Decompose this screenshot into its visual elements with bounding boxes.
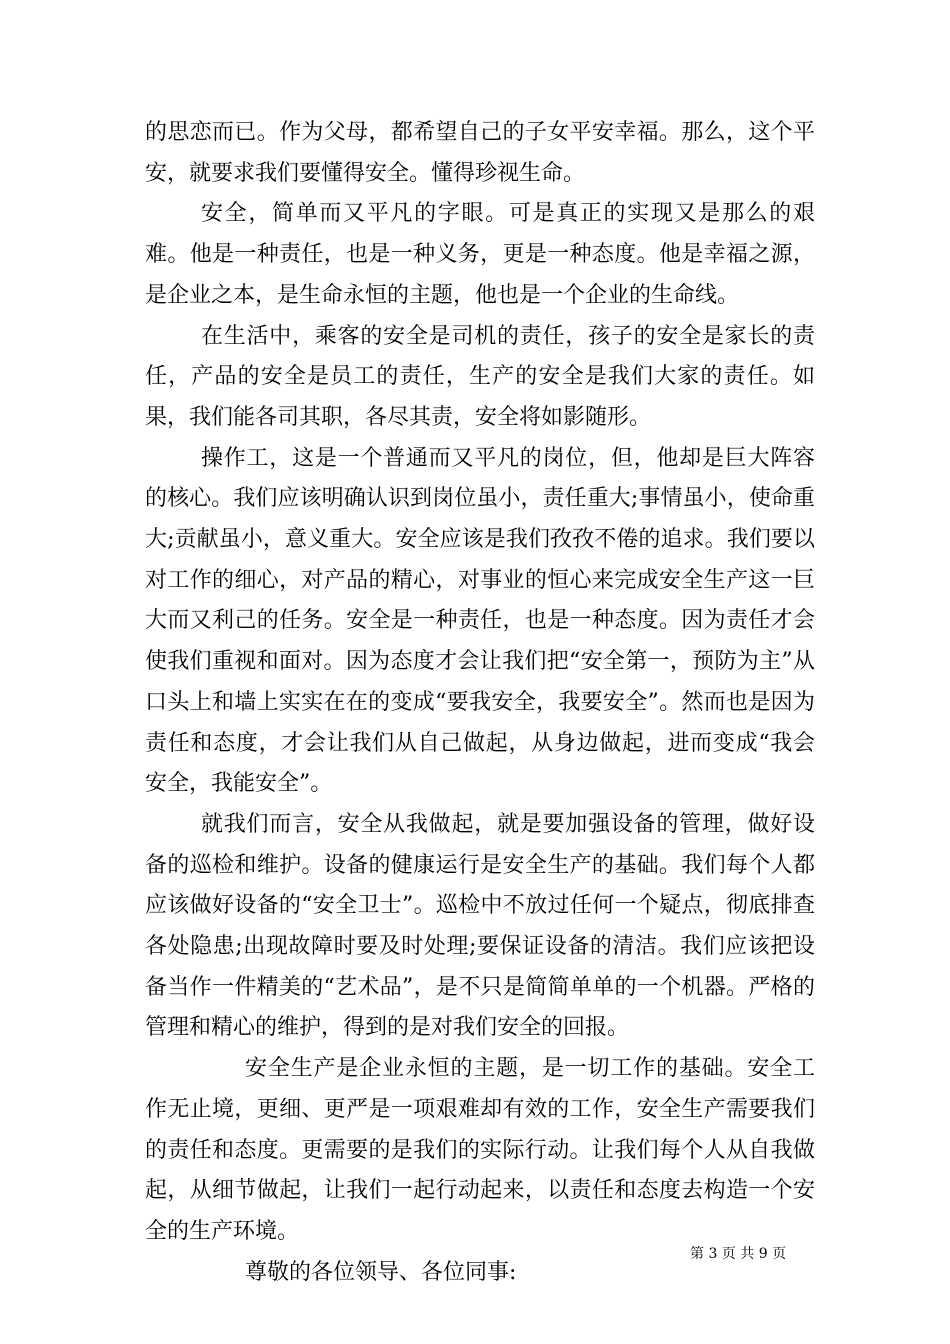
- page-number-footer: 第 3 页 共 9 页: [690, 1246, 787, 1262]
- paragraph-1: 的思恋而已。作为父母，都希望自己的子女平安幸福。那么，这个平安，就要求我们要懂得安全。懂得珍视生命。: [145, 120, 815, 186]
- paragraph-6: 安全生产是企业永恒的主题，是一切工作的基础。安全工作无止境，更细、更严是一项艰难却有效的工作，安全生产需要我们的责任和态度。更需要的是我们的实际行动。让我们每个人从自我做起，从细节做起，让我们一起行动起来，以责任和态度去构造一个安全的生产环境。: [145, 1056, 815, 1244]
- paragraph-7-salutation: 尊敬的各位领导、各位同事:: [245, 1259, 517, 1285]
- paragraph-2: 安全，简单而又平凡的字眼。可是真正的实现又是那么的艰难。他是一种责任，也是一种义务，更是一种态度。他是幸福之源，是企业之本，是生命永恒的主题，他也是一个企业的生命线。: [145, 201, 815, 308]
- paragraph-4: 操作工，这是一个普通而又平凡的岗位，但，他却是巨大阵容的核心。我们应该明确认识到岗位虽小，责任重大;事情虽小，使命重大;贡献虽小，意义重大。安全应该是我们孜孜不倦的追求。我们要以对工作的细心，对产品的精心，对事业的恒心来完成安全生产这一巨大而又利己的任务。安全是一种责任，也是一种态度。因为责任才会使我们重视和面对。因为态度才会让我们把“安全第一，预防为主”从口头上和墙上实实在在的变成“要我安全，我要安全”。然而也是因为责任和态度，才会让我们从自己做起，从身边做起，进而变成“我会安全，我能安全”。: [145, 445, 815, 797]
- paragraph-5: 就我们而言，安全从我做起，就是要加强设备的管理，做好设备的巡检和维护。设备的健康运行是安全生产的基础。我们每个人都应该做好设备的“安全卫士”。巡检中不放过任何一个疑点，彻底排查各处隐患;出现故障时要及时处理;要保证设备的清洁。我们应该把设备当作一件精美的“艺术品”，是不只是简简单单的一个机器。严格的管理和精心的维护，得到的是对我们安全的回报。: [145, 811, 815, 1041]
- document-body: [145, 113, 815, 1293]
- paragraph-3: 在生活中，乘客的安全是司机的责任，孩子的安全是家长的责任，产品的安全是员工的责任，生产的安全是我们大家的责任。如果，我们能各司其职，各尽其责，安全将如影随形。: [145, 323, 815, 430]
